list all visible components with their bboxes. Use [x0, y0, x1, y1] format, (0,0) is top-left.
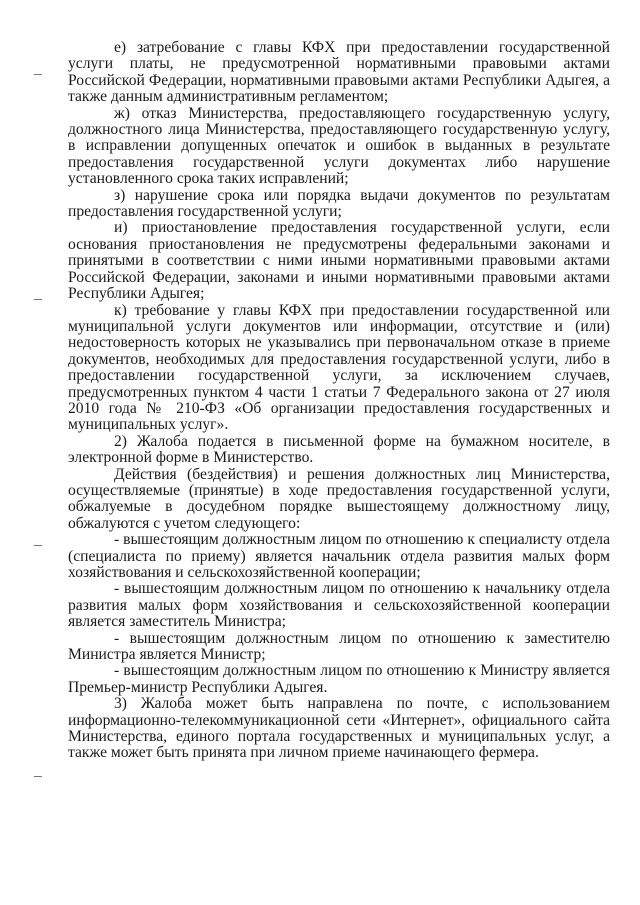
margin-mark [34, 776, 42, 777]
margin-mark [34, 74, 42, 75]
list-item-specialist: - вышестоящим должностным лицом по отношению к специалисту отдела (специалиста по приему) является начальник отдела развития малых форм хозяйствования и сельскохозяйственной кооперации; [68, 531, 610, 581]
paragraph-complaint-form: 2) Жалоба подается в письменной форме на бумажном носителе, в электронной форме в Министерство. [68, 432, 610, 467]
margin-mark [34, 299, 42, 300]
paragraph-item-zh: ж) отказ Министерства, предоставляющего государственную услугу, должностного лица Министерства, предоставляющего государственную услугу, в исправлении допущенных опечаток и ошибок в выданных в результате предоставления государственной услуги документах либо нарушение установленного срока таких исправлений; [68, 104, 610, 188]
paragraph-appeal-intro: Действия (бездействия) и решения должностных лиц Министерства, осуществляемые (принятые) в ходе предоставления государственной услуги, обжалуемые в досудебном порядке вышестоящему должностному лицу, обжалуются с учетом следующего: [68, 465, 610, 532]
list-item-department-head: - вышестоящим должностным лицом по отношению к начальнику отдела развития малых форм хозяйствования и сельскохозяйственной кооперации является заместитель Министра; [68, 580, 610, 631]
paragraph-item-z: з) нарушение срока или порядка выдачи документов по результатам предоставления государственной услуги; [68, 186, 610, 221]
list-item-minister: - вышестоящим должностным лицом по отношению к Министру является Премьер-министр Республики Адыгея. [68, 662, 610, 696]
list-item-deputy-minister: - вышестоящим должностным лицом по отношению к заместителю Министра является Министр; [68, 629, 610, 664]
paragraph-item-i: и) приостановление предоставления государственной услуги, если основания приостановления не предусмотрены федеральными законами и принятыми в соответствии с ними иными нормативными правовыми актами Российской Федерации, законами и иными нормативными правовыми актами Республики Адыгея; [68, 219, 610, 303]
document-page [68, 40, 610, 870]
margin-mark [34, 545, 42, 546]
paragraph-complaint-channels: 3) Жалоба может быть направлена по почте, с использованием информационно-телекоммуникационной сети «Интернет», официального сайта Министерства, единого портала государственных и муниципальных услуг, а также может быть принята при личном приеме начинающего фермера. [68, 695, 610, 762]
paragraph-item-k: к) требование у главы КФХ при предоставлении государственной или муниципальной услуги документов или информации, отсутствие и (или) недостоверность которых не указывались при первоначальном отказе в приеме документов, необходимых для предоставления государственной услуги, либо в предоставлении государственной услуги, за исключением случаев, предусмотренных пунктом 4 части 1 статьи 7 Федерального закона от 27 июля 2010 года № 210-ФЗ «Об организации предоставления государственных и муниципальных услуг». [68, 301, 610, 434]
paragraph-item-e: е) затребование с главы КФХ при предоставлении государственной услуги платы, не предусмотренной нормативными правовыми актами Российской Федерации, нормативными правовыми актами Республики Адыгея, а также данным административным регламентом; [68, 40, 610, 106]
